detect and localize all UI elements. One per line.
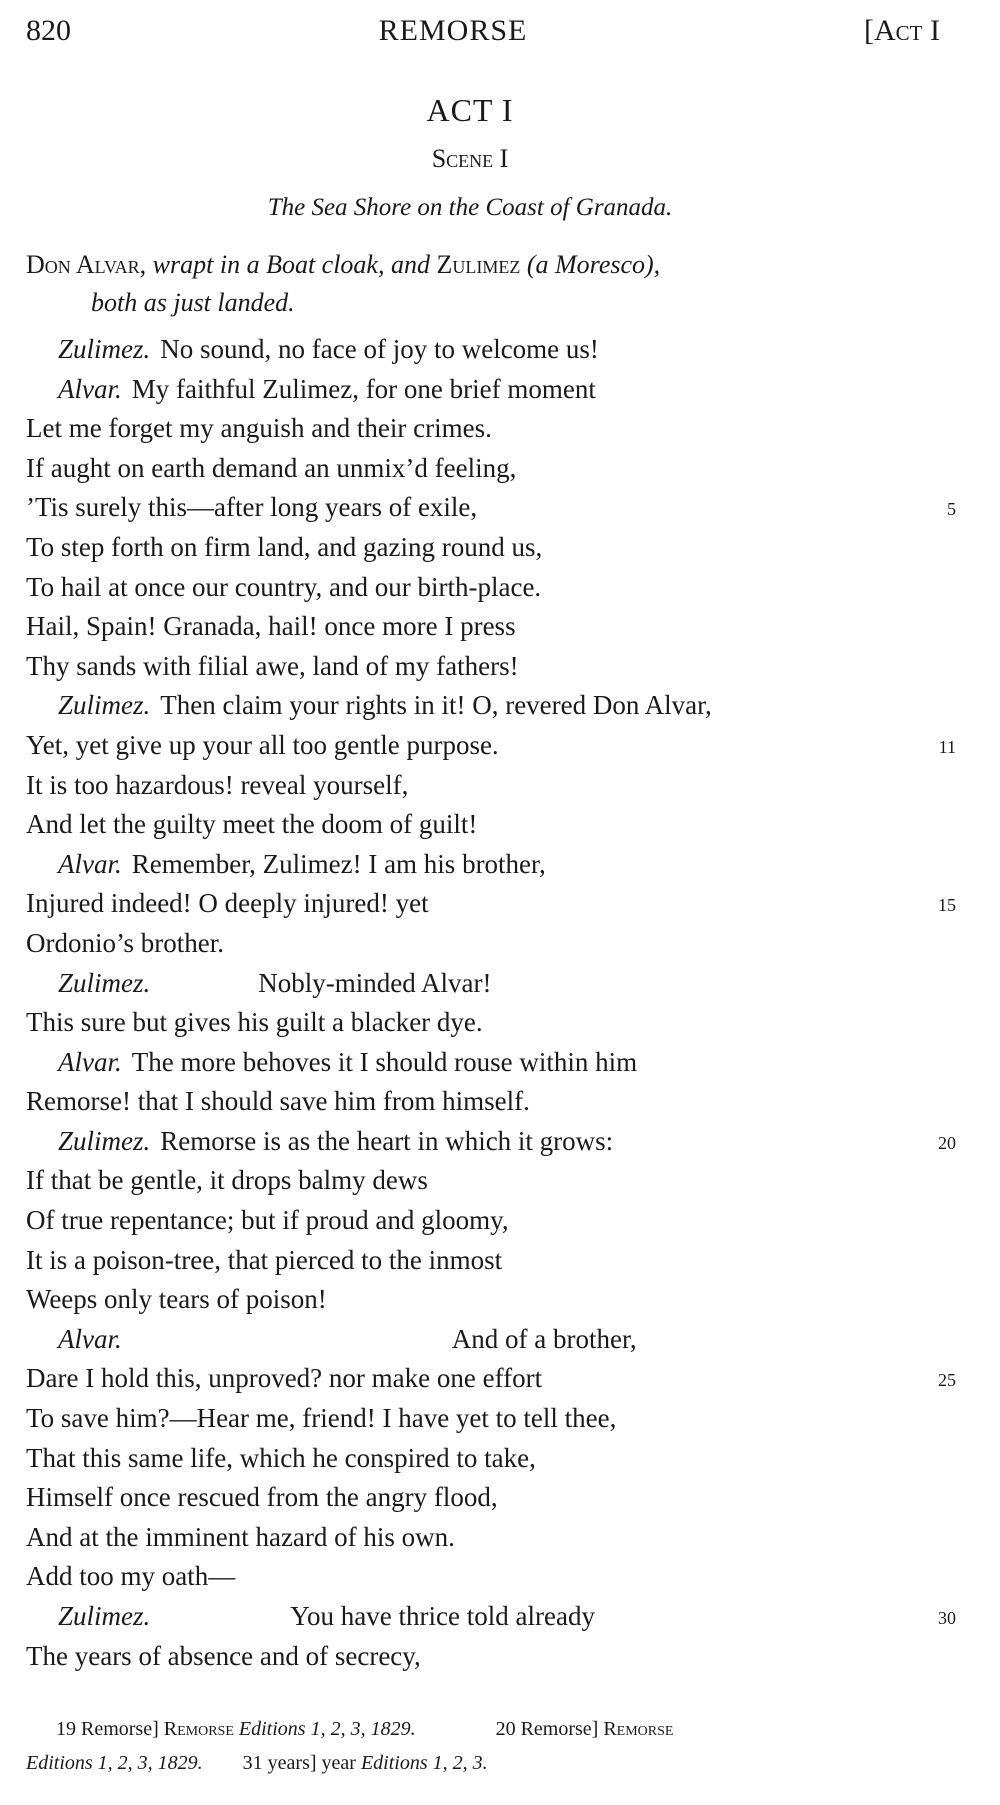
verse-line [26, 409, 956, 449]
verse-line [26, 1557, 956, 1597]
character-name: Don Alvar, [26, 250, 147, 279]
verse-line [26, 766, 956, 806]
footnotes [26, 1712, 956, 1780]
line-number: 30 [938, 1608, 956, 1628]
verse-line [26, 647, 956, 687]
speaker-name: Zulimez. [58, 1125, 151, 1156]
verse-text: Dare I hold this, unproved? nor make one effort [26, 1363, 543, 1394]
verse-text: And let the guilty meet the doom of guilt! [26, 809, 478, 840]
verse-text: No sound, no face of joy to welcome us! [160, 334, 599, 364]
verse-line [26, 1122, 956, 1162]
speaker-name: Zulimez. [58, 1601, 151, 1631]
verse-line [26, 568, 956, 608]
footnote-line-number: 19 [56, 1718, 76, 1740]
speaker-name: Zulimez. [58, 690, 151, 721]
verse-line [26, 1082, 956, 1122]
verse-line [26, 1320, 956, 1360]
line-number: 11 [938, 736, 956, 757]
verse-text: Hail, Spain! Granada, hail! once more I press [26, 611, 516, 642]
verse-text: It is a poison-tree, that pierced to the inmost [26, 1244, 503, 1275]
verse-line [26, 726, 956, 766]
footnote-lemma: years] [267, 1752, 317, 1774]
verse-line [26, 1478, 956, 1518]
verse-line [26, 1518, 956, 1558]
speaker-name: Alvar. [58, 1046, 122, 1077]
direction-text: (a Moresco), [526, 250, 661, 279]
verse-line [26, 1359, 956, 1399]
speaker-name: Alvar. [58, 373, 122, 404]
verse-text: ’Tis surely this—after long years of exile, [26, 492, 478, 523]
verse-text: It is too hazardous! reveal yourself, [26, 769, 409, 800]
footnote-reading: Remorse [163, 1718, 234, 1740]
verse-line [26, 1241, 956, 1281]
verse-text: My faithful Zulimez, for one brief moment [131, 373, 596, 404]
verse-line [26, 1043, 956, 1083]
verse-text: The more behoves it I should rouse within him [131, 1046, 638, 1077]
speaker-name: Zulimez. [58, 967, 151, 998]
verse-text: Of true repentance; but if proud and gloomy, [26, 1205, 509, 1236]
verse-line [26, 1003, 956, 1043]
speaker-name: Alvar. [58, 848, 122, 879]
footnote-editions: Editions 1, 2, 3, 1829. [238, 1718, 416, 1740]
verse-text: Remember, Zulimez! I am his brother, [131, 848, 546, 879]
speaker-name: Zulimez. [58, 334, 151, 364]
line-number: 15 [938, 895, 956, 916]
footnote-lemma: Remorse] [520, 1718, 599, 1740]
verse-line [26, 449, 956, 489]
verse-line [26, 607, 956, 647]
verse-line [26, 1637, 956, 1677]
verse-line [26, 884, 956, 924]
verse-line [26, 686, 956, 726]
scene-heading: Scene I [431, 144, 509, 173]
line-number: 5 [947, 499, 956, 520]
act-heading: ACT I [426, 92, 514, 128]
line-number: 25 [938, 1370, 956, 1391]
scene-setting: The Sea Shore on the Coast of Granada. [267, 194, 673, 221]
verse-text: And of a brother, [451, 1323, 637, 1354]
verse-line [26, 924, 956, 964]
verse-text: If that be gentle, it drops balmy dews [26, 1165, 428, 1196]
stage-direction [26, 246, 956, 322]
verse-line [26, 1439, 956, 1479]
verse-text: You have thrice told already [290, 1601, 595, 1631]
verse-line [26, 330, 956, 370]
verse-text: Then claim your rights in it! O, revered Don Alvar, [160, 690, 712, 721]
footnote-line-number: 20 [495, 1718, 516, 1740]
direction-text: both as just landed. [91, 288, 295, 317]
verse-line [26, 1399, 956, 1439]
verse-text: Injured indeed! O deeply injured! yet [26, 888, 429, 919]
running-title: REMORSE [378, 14, 528, 47]
verse-text: To step forth on firm land, and gazing round us, [26, 531, 543, 562]
speaker-name: Alvar. [58, 1323, 122, 1354]
verse-text: Remorse is as the heart in which it grows: [160, 1125, 614, 1156]
verse-line [26, 370, 956, 410]
page-number: 820 [26, 14, 71, 47]
verse-text: Thy sands with filial awe, land of my fathers! [26, 650, 519, 681]
verse-line [26, 964, 956, 1004]
verse-text: Himself once rescued from the angry flood, [26, 1482, 498, 1513]
direction-text: wrapt in a Boat cloak, and [152, 250, 430, 279]
verse-line [26, 488, 956, 528]
verse-text: Remorse! that I should save him from himself. [26, 1086, 530, 1117]
verse-line [26, 805, 956, 845]
verse-line [26, 845, 956, 885]
verse-text: To save him?—Hear me, friend! I have yet to tell thee, [26, 1403, 617, 1434]
verse-line [26, 528, 956, 568]
footnote-reading: year [321, 1752, 356, 1774]
footnote-editions: Editions 1, 2, 3. [360, 1752, 488, 1774]
verse-text: And at the imminent hazard of his own. [26, 1521, 455, 1552]
verse-line [26, 1597, 956, 1637]
verse-text: Nobly-minded Alvar! [258, 967, 492, 998]
verse-text: Add too my oath— [26, 1561, 236, 1592]
verse-text: This sure but gives his guilt a blacker dye. [26, 1007, 483, 1038]
running-act-label: [Act I [864, 14, 940, 47]
footnote-lemma: Remorse] [81, 1718, 159, 1740]
verse-body [26, 330, 956, 1676]
verse-text: To hail at once our country, and our birth-place. [26, 571, 542, 602]
verse-line [26, 1201, 956, 1241]
footnote-line-number: 31 [242, 1752, 263, 1774]
character-name: Zulimez [436, 250, 521, 279]
verse-text: If aught on earth demand an unmix’d feeling, [26, 452, 517, 483]
verse-text: Weeps only tears of poison! [26, 1284, 327, 1315]
footnote-reading: Remorse [603, 1718, 674, 1740]
verse-text: Let me forget my anguish and their crimes. [26, 413, 492, 444]
verse-text: Ordonio’s brother. [26, 927, 224, 958]
verse-line [26, 1161, 956, 1201]
verse-text: Yet, yet give up your all too gentle purpose. [26, 729, 499, 760]
footnote-editions: Editions 1, 2, 3, 1829. [26, 1752, 203, 1774]
verse-text: That this same life, which he conspired to take, [26, 1442, 536, 1473]
verse-line [26, 1280, 956, 1320]
page-header [26, 14, 940, 54]
line-number: 20 [938, 1132, 956, 1153]
verse-text: The years of absence and of secrecy, [26, 1640, 421, 1671]
